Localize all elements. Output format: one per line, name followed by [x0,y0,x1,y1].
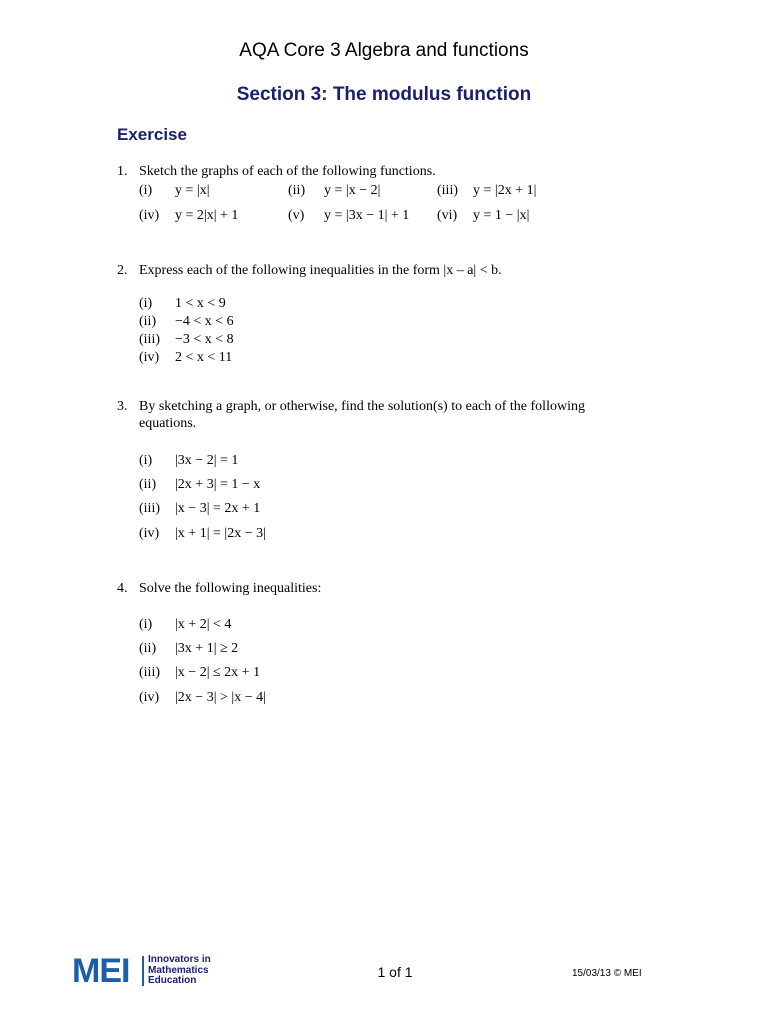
question-text: Solve the following inequalities: [139,581,322,596]
part-item: (vi) y = 1 − |x| [437,208,530,223]
part-item: (i) y = |x| [139,183,210,198]
part-item: (iv) |2x − 3| > |x − 4| [139,690,266,705]
part-item: (iv) y = 2|x| + 1 [139,208,239,223]
part-item: (i) 1 < x < 9 [139,296,226,311]
part-item: (iii) |x − 3| = 2x + 1 [139,501,261,516]
page-number: 1 of 1 [377,964,413,980]
exercise-heading: Exercise [117,125,187,144]
part-item: (iv) |x + 1| = |2x − 3| [139,526,266,541]
question-text: By sketching a graph, or otherwise, find the solution(s) to each of the following equations. [139,399,585,431]
part-item: (iii) y = |2x + 1| [437,183,537,198]
logo-tagline: Innovators in Mathematics Education [148,954,211,986]
question-text: Sketch the graphs of each of the following functions. [139,164,436,179]
part-item: (iii) |x − 2| ≤ 2x + 1 [139,665,261,680]
part-item: (i) |3x − 2| = 1 [139,453,239,468]
question-number: 2. [117,263,128,278]
part-item: (i) |x + 2| < 4 [139,617,232,632]
part-item: (ii) y = |x − 2| [288,183,381,198]
section-heading: Section 3: The modulus function [236,84,532,105]
logo-wordmark: MEI [72,952,130,990]
question-number: 4. [117,581,128,596]
question-number: 1. [117,164,128,179]
footer-date: 15/03/13 © MEI [572,968,642,979]
document-title: AQA Core 3 Algebra and functions [239,40,529,61]
part-item: (ii) −4 < x < 6 [139,314,234,329]
part-item: (v) y = |3x − 1| + 1 [288,208,410,223]
part-item: (iii) −3 < x < 8 [139,332,234,347]
question-text: Express each of the following inequalities in the form |x – a| < b. [139,263,502,278]
part-item: (ii) |2x + 3| = 1 − x [139,477,261,492]
part-item: (ii) |3x + 1| ≥ 2 [139,641,239,656]
part-item: (iv) 2 < x < 11 [139,350,233,365]
question-number: 3. [117,399,128,414]
